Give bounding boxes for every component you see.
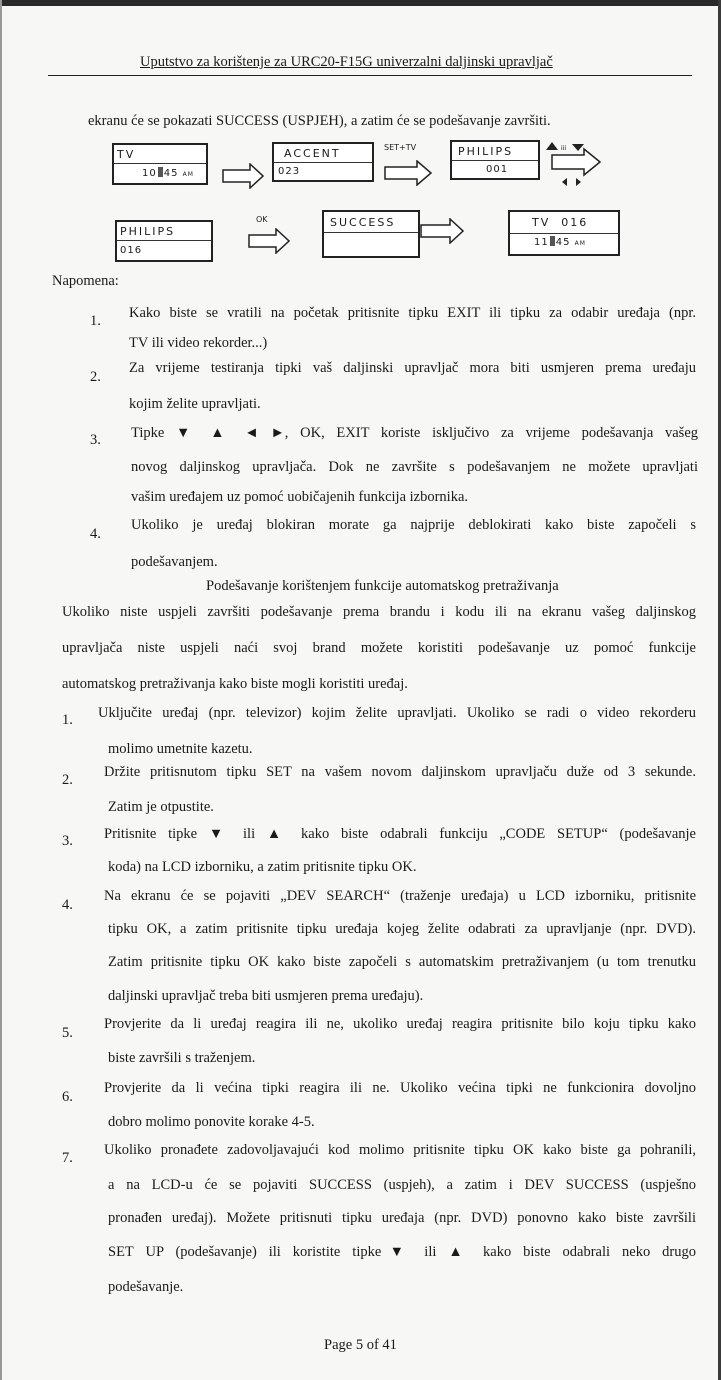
note-line: novog daljinskog upravljača. Dok ne završite s podešavanjem ne možete upravljati bbox=[131, 459, 698, 475]
page-header: Uputstvo za korištenje za URC20-F15G univerzalni daljinski upravljač bbox=[140, 54, 553, 70]
step-line: Zatim pritisnite tipku OK kako biste započeli s automatskim pretraživanjem (u tom trenutku bbox=[108, 954, 696, 970]
step-line: SET UP (podešavanje) ili koristite tipke▼ ili ▲ kako biste odabrali neko drugo bbox=[108, 1244, 696, 1260]
step-number: 2. bbox=[62, 772, 73, 788]
note-line: Za vrijeme testiranja tipki vaš daljinski upravljač mora biti usmjeren prema uređaju bbox=[129, 360, 696, 376]
note-number: 3. bbox=[90, 432, 101, 448]
arrow-right-icon bbox=[384, 160, 432, 186]
step-line: podešavanje. bbox=[108, 1279, 184, 1295]
step-number: 4. bbox=[62, 897, 73, 913]
step-line: daljinski upravljač treba biti usmjeren prema uređaju). bbox=[108, 988, 424, 1004]
step-number: 1. bbox=[62, 712, 73, 728]
nav-arrows-icon bbox=[544, 140, 602, 190]
ok-label: OK bbox=[256, 215, 268, 224]
set-tv-label: SET+TV bbox=[384, 143, 417, 152]
lcd-accent: ACCENT 023 bbox=[272, 142, 374, 182]
note-title: Napomena: bbox=[52, 273, 119, 289]
svg-text:iii: iii bbox=[561, 145, 567, 152]
step-number: 5. bbox=[62, 1025, 73, 1041]
step-line: a na LCD-u će se pojaviti SUCCESS (uspjeh), a zatim i DEV SUCCESS (uspješno bbox=[108, 1177, 696, 1193]
note-line: Ukoliko je uređaj blokiran morate ga najprije deblokirati kako biste započeli s bbox=[131, 517, 696, 533]
step-line: Držite pritisnutom tipku SET na vašem novom daljinskom upravljaču duže od 3 sekunde. bbox=[104, 764, 696, 780]
step-line: Provjerite da li uređaj reagira ili ne, ukoliko uređaj reagira pritisnite bilo koju tipku kako bbox=[104, 1016, 696, 1032]
lcd-tv-016: TV 016 11 45 AM bbox=[508, 210, 620, 256]
note-number: 4. bbox=[90, 526, 101, 542]
note-number: 2. bbox=[90, 369, 101, 385]
section-intro-line: upravljača niste uspjeli naći svoj brand možete koristiti podešavanje uz pomoć funkcije bbox=[62, 640, 696, 656]
page-footer: Page 5 of 41 bbox=[324, 1337, 397, 1353]
note-line: kojim želite upravljati. bbox=[129, 396, 261, 412]
note-number: 1. bbox=[90, 313, 101, 329]
note-line: TV ili video rekorder...) bbox=[129, 335, 268, 351]
step-line: pronađen uređaj). Možete pritisnuti tipku uređaja (npr. DVD) ponovno kako biste završili bbox=[108, 1210, 696, 1226]
note-line: vašim uređajem uz pomoć uobičajenih funkcija izbornika. bbox=[131, 489, 469, 505]
step-number: 6. bbox=[62, 1089, 73, 1105]
lcd-philips-001: PHILIPS 001 bbox=[450, 140, 540, 180]
section-intro-line: automatskog pretraživanja kako biste mogli koristiti uređaj. bbox=[62, 676, 408, 692]
step-line: biste završili s traženjem. bbox=[108, 1050, 256, 1066]
step-line: tipku OK, a zatim pritisnite tipku uređaja kojeg želite odabrati za upravljanje (npr. DVD). bbox=[108, 921, 696, 937]
arrow-right-icon bbox=[222, 163, 264, 189]
step-number: 7. bbox=[62, 1150, 73, 1166]
intro-text: ekranu će se pokazati SUCCESS (USPJEH), a zatim će se podešavanje završiti. bbox=[88, 113, 551, 129]
step-line: molimo umetnite kazetu. bbox=[108, 741, 253, 757]
step-line: Na ekranu će se pojaviti „DEV SEARCH“ (traženje uređaja) u LCD izborniku, pritisnite bbox=[104, 888, 696, 904]
scan-edge-left bbox=[0, 0, 2, 1380]
section-title: Podešavanje korištenjem funkcije automatskog pretraživanja bbox=[206, 578, 559, 594]
note-line: podešavanjem. bbox=[131, 554, 218, 570]
step-line: Provjerite da li većina tipki reagira ili ne. Ukoliko većina tipki ne funkcionira dovoljno bbox=[104, 1080, 696, 1096]
note-line: Kako biste se vratili na početak pritisnite tipku EXIT ili tipku za odabir uređaja (npr. bbox=[129, 305, 696, 321]
lcd-philips-016: PHILIPS 016 bbox=[115, 220, 213, 262]
note-line: Tipke ▼ ▲ ◄ ►, OK, EXIT koriste isključivo za vrijeme podešavanja vašeg bbox=[131, 425, 698, 441]
arrow-right-icon bbox=[420, 218, 464, 244]
step-line: Uključite uređaj (npr. televizor) kojim želite upravljati. Ukoliko se radi o video rekorderu bbox=[98, 705, 696, 721]
lcd-success: SUCCESS bbox=[322, 210, 420, 258]
step-line: Ukoliko pronađete zadovoljavajući kod molimo pritisnite tipku OK kako biste ga pohranili, bbox=[104, 1142, 696, 1158]
step-line: dobro molimo ponovite korake 4-5. bbox=[108, 1114, 315, 1130]
step-line: Zatim je otpustite. bbox=[108, 799, 214, 815]
step-line: koda) na LCD izborniku, a zatim pritisnite tipku OK. bbox=[108, 859, 417, 875]
step-line: Pritisnite tipke ▼ ili ▲ kako biste odabrali funkciju „CODE SETUP“ (podešavanje bbox=[104, 826, 696, 842]
lcd-tv: TV 10 45 AM bbox=[112, 143, 208, 185]
header-rule bbox=[48, 75, 692, 76]
section-intro-line: Ukoliko niste uspjeli završiti podešavanje prema brandu i kodu ili na ekranu vašeg daljinskog bbox=[62, 604, 696, 620]
scan-edge-top bbox=[0, 0, 721, 6]
step-number: 3. bbox=[62, 833, 73, 849]
arrow-right-icon bbox=[248, 228, 290, 254]
